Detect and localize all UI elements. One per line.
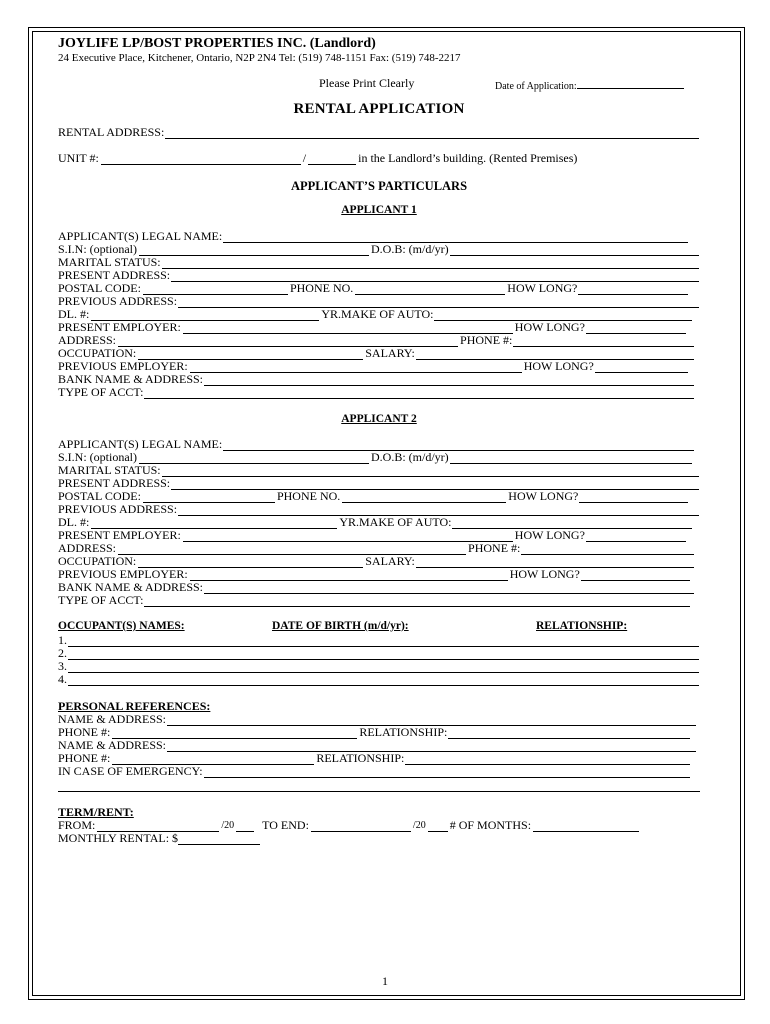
a1-previous-employer-how-long-label: HOW LONG? xyxy=(523,359,594,373)
particulars-heading: APPLICANT’S PARTICULARS xyxy=(290,179,468,193)
a2-present-address-row xyxy=(58,477,700,490)
occupants-names-heading: OCCUPANT(S) NAMES: xyxy=(58,620,185,632)
ref1-phone-label: PHONE #: xyxy=(58,725,111,739)
occupant-row-2 xyxy=(58,647,700,660)
occupant-3-number: 3. xyxy=(58,659,67,673)
date-label: Date of Application: xyxy=(495,81,577,92)
a2-employer-field[interactable] xyxy=(183,531,513,542)
a1-sin-field[interactable] xyxy=(139,245,369,256)
a2-how-long-label: HOW LONG? xyxy=(508,489,579,503)
a1-previous-employer-label: PREVIOUS EMPLOYER: xyxy=(58,359,188,373)
term-heading: TERM/RENT: xyxy=(58,805,134,819)
ref1-relationship-field[interactable] xyxy=(448,728,690,739)
a2-legal-name-field[interactable] xyxy=(223,440,694,451)
a2-employer-how-long-field[interactable] xyxy=(586,531,686,542)
term-months-field[interactable] xyxy=(533,821,639,832)
a1-dob-label: D.O.B: (m/d/yr) xyxy=(371,242,449,256)
a1-previous-address-field[interactable] xyxy=(178,297,699,308)
page-number: 1 xyxy=(382,974,388,988)
a2-bank-label: BANK NAME & ADDRESS: xyxy=(58,580,204,594)
a1-employer-row xyxy=(58,321,700,334)
a2-legal-name-label: APPLICANT(S) LEGAL NAME: xyxy=(58,437,223,451)
print-row xyxy=(58,73,700,95)
a2-employer-row xyxy=(58,529,700,542)
form-title: RENTAL APPLICATION xyxy=(293,101,465,117)
monthly-rental-label: MONTHLY RENTAL: $ xyxy=(58,831,179,845)
a2-sin-label: S.I.N: (optional) xyxy=(58,450,137,464)
references-heading: PERSONAL REFERENCES: xyxy=(58,699,211,713)
emergency-extra-line[interactable] xyxy=(58,778,700,792)
a1-bank-label: BANK NAME & ADDRESS: xyxy=(58,372,204,386)
a2-previous-employer-field[interactable] xyxy=(190,570,508,581)
date-of-application xyxy=(495,79,684,92)
a1-previous-employer-how-long-field[interactable] xyxy=(595,362,688,373)
applicant1-heading: APPLICANT 1 xyxy=(341,204,417,216)
ref1-relationship-label: RELATIONSHIP: xyxy=(359,725,448,739)
term-to-end-field[interactable] xyxy=(311,821,411,832)
print-clearly-note: Please Print Clearly xyxy=(319,76,415,90)
a2-salary-label: SALARY: xyxy=(365,554,415,568)
a1-address-label: ADDRESS: xyxy=(58,333,117,347)
rental-address-field[interactable] xyxy=(165,128,699,139)
a1-legal-name-field[interactable] xyxy=(223,232,688,243)
a2-sin-field[interactable] xyxy=(139,453,369,464)
a2-occupation-label: OCCUPATION: xyxy=(58,554,137,568)
date-field[interactable] xyxy=(577,79,684,89)
a2-marital-label: MARITAL STATUS: xyxy=(58,463,161,477)
a1-dob-field[interactable] xyxy=(450,245,699,256)
rental-address-label: RENTAL ADDRESS: xyxy=(58,125,165,139)
occupant-1-number: 1. xyxy=(58,633,67,647)
a1-employer-how-long-label: HOW LONG? xyxy=(514,320,585,334)
a2-marital-field[interactable] xyxy=(162,466,699,477)
occupant-2-number: 2. xyxy=(58,646,67,660)
term-from-label: FROM: xyxy=(58,818,96,832)
a2-phone-hash-label: PHONE #: xyxy=(468,541,521,555)
a1-acct-label: TYPE OF ACCT: xyxy=(58,385,144,399)
a1-acct-field[interactable] xyxy=(144,388,694,399)
a1-how-long-field[interactable] xyxy=(578,284,688,295)
a2-how-long-field[interactable] xyxy=(579,492,688,503)
a1-sin-label: S.I.N: (optional) xyxy=(58,242,137,256)
a2-dob-field[interactable] xyxy=(450,453,692,464)
landlord-name: JOYLIFE LP/BOST PROPERTIES INC. (Landlord) xyxy=(58,36,376,51)
a2-dl-label: DL. #: xyxy=(58,515,90,529)
a1-marital-field[interactable] xyxy=(162,258,699,269)
occupant-row-4 xyxy=(58,673,700,686)
term-to-end-label: TO END: xyxy=(262,818,309,832)
a2-acct-field[interactable] xyxy=(144,596,690,607)
a2-bank-row xyxy=(58,581,700,594)
a1-present-address-label: PRESENT ADDRESS: xyxy=(58,268,171,282)
a2-bank-field[interactable] xyxy=(204,583,694,594)
occupant-1-field[interactable] xyxy=(68,636,699,647)
occupant-4-number: 4. xyxy=(58,672,67,686)
a2-phone-field[interactable] xyxy=(342,492,506,503)
a2-yr-make-label: YR.MAKE OF AUTO: xyxy=(339,515,452,529)
unit-label: UNIT #: xyxy=(58,151,99,165)
emergency-field[interactable] xyxy=(204,767,690,778)
occupant-2-field[interactable] xyxy=(68,649,699,660)
a2-employer-how-long-label: HOW LONG? xyxy=(514,528,585,542)
occupant-row-3 xyxy=(58,660,700,673)
a1-bank-row xyxy=(58,373,700,386)
a1-dl-label: DL. #: xyxy=(58,307,90,321)
a1-phone-label: PHONE NO. xyxy=(289,281,354,295)
a2-postal-label: POSTAL CODE: xyxy=(58,489,141,503)
a1-acct-row xyxy=(58,386,700,399)
unit-slash: / xyxy=(302,151,307,165)
occupants-dob-heading: DATE OF BIRTH (m/d/yr): xyxy=(272,620,409,632)
a2-dob-label: D.O.B: (m/d/yr) xyxy=(371,450,449,464)
term-months-label: # OF MONTHS: xyxy=(449,818,532,832)
a2-present-address-field[interactable] xyxy=(171,479,699,490)
a1-occupation-label: OCCUPATION: xyxy=(58,346,137,360)
ref2-name-label: NAME & ADDRESS: xyxy=(58,738,167,752)
term-from-year-prefix: /20 xyxy=(221,820,235,831)
a1-phone-hash-label: PHONE #: xyxy=(460,333,513,347)
a1-employer-label: PRESENT EMPLOYER: xyxy=(58,320,181,334)
a2-present-address-label: PRESENT ADDRESS: xyxy=(58,476,171,490)
a1-legal-name-label: APPLICANT(S) LEGAL NAME: xyxy=(58,229,223,243)
a1-employer-how-long-field[interactable] xyxy=(586,323,686,334)
landlord-address: 24 Executive Place, Kitchener, Ontario, N2P 2N4 Tel: (519) 748-1151 Fax: (519) 748-2217 xyxy=(58,52,461,64)
a1-postal-label: POSTAL CODE: xyxy=(58,281,141,295)
emergency-label: IN CASE OF EMERGENCY: xyxy=(58,764,203,778)
a2-previous-employer-how-long-label: HOW LONG? xyxy=(509,567,580,581)
ref1-name-label: NAME & ADDRESS: xyxy=(58,712,167,726)
a2-address-label: ADDRESS: xyxy=(58,541,117,555)
monthly-rental-row xyxy=(58,832,700,845)
a1-present-address-field[interactable] xyxy=(171,271,699,282)
a1-phone-hash-field[interactable] xyxy=(513,336,694,347)
unit-building-field[interactable] xyxy=(308,154,356,165)
unit-row xyxy=(58,152,700,165)
applicant2-heading: APPLICANT 2 xyxy=(341,413,417,425)
occupant-3-field[interactable] xyxy=(68,662,699,673)
a1-bank-field[interactable] xyxy=(204,375,694,386)
ref2-phone-label: PHONE #: xyxy=(58,751,111,765)
occupant-row-1 xyxy=(58,634,700,647)
rental-address-row xyxy=(58,126,700,139)
term-from-year-field[interactable] xyxy=(236,821,254,832)
ref2-relationship-field[interactable] xyxy=(405,754,690,765)
unit-field[interactable] xyxy=(101,154,301,165)
a1-yr-make-label: YR.MAKE OF AUTO: xyxy=(321,307,434,321)
term-heading-row xyxy=(58,806,700,819)
a2-phone-label: PHONE NO. xyxy=(276,489,341,503)
a2-previous-employer-label: PREVIOUS EMPLOYER: xyxy=(58,567,188,581)
a1-present-address-row xyxy=(58,269,700,282)
monthly-rental-field[interactable] xyxy=(178,834,260,845)
a1-marital-label: MARITAL STATUS: xyxy=(58,255,161,269)
a1-phone-field[interactable] xyxy=(355,284,505,295)
a2-previous-address-label: PREVIOUS ADDRESS: xyxy=(58,502,178,516)
a2-acct-row xyxy=(58,594,700,607)
a1-previous-employer-field[interactable] xyxy=(190,362,522,373)
a1-salary-label: SALARY: xyxy=(365,346,415,360)
unit-suffix: in the Landlord’s building. (Rented Premises) xyxy=(358,151,578,165)
emergency-row xyxy=(58,765,700,778)
term-to-year-field[interactable] xyxy=(428,821,448,832)
a1-previous-address-label: PREVIOUS ADDRESS: xyxy=(58,294,178,308)
occupants-relationship-heading: RELATIONSHIP: xyxy=(536,620,628,632)
ref2-relationship-label: RELATIONSHIP: xyxy=(316,751,405,765)
ref2-name-field[interactable] xyxy=(167,741,696,752)
a2-phone-hash-field[interactable] xyxy=(521,544,694,555)
occupants-header xyxy=(58,620,700,634)
term-to-year-prefix: /20 xyxy=(412,820,426,831)
a1-how-long-label: HOW LONG? xyxy=(507,281,578,295)
a2-previous-employer-how-long-field[interactable] xyxy=(581,570,690,581)
occupant-4-field[interactable] xyxy=(68,675,699,686)
a2-acct-label: TYPE OF ACCT: xyxy=(58,593,144,607)
a2-employer-label: PRESENT EMPLOYER: xyxy=(58,528,181,542)
rental-application-form xyxy=(58,36,700,845)
